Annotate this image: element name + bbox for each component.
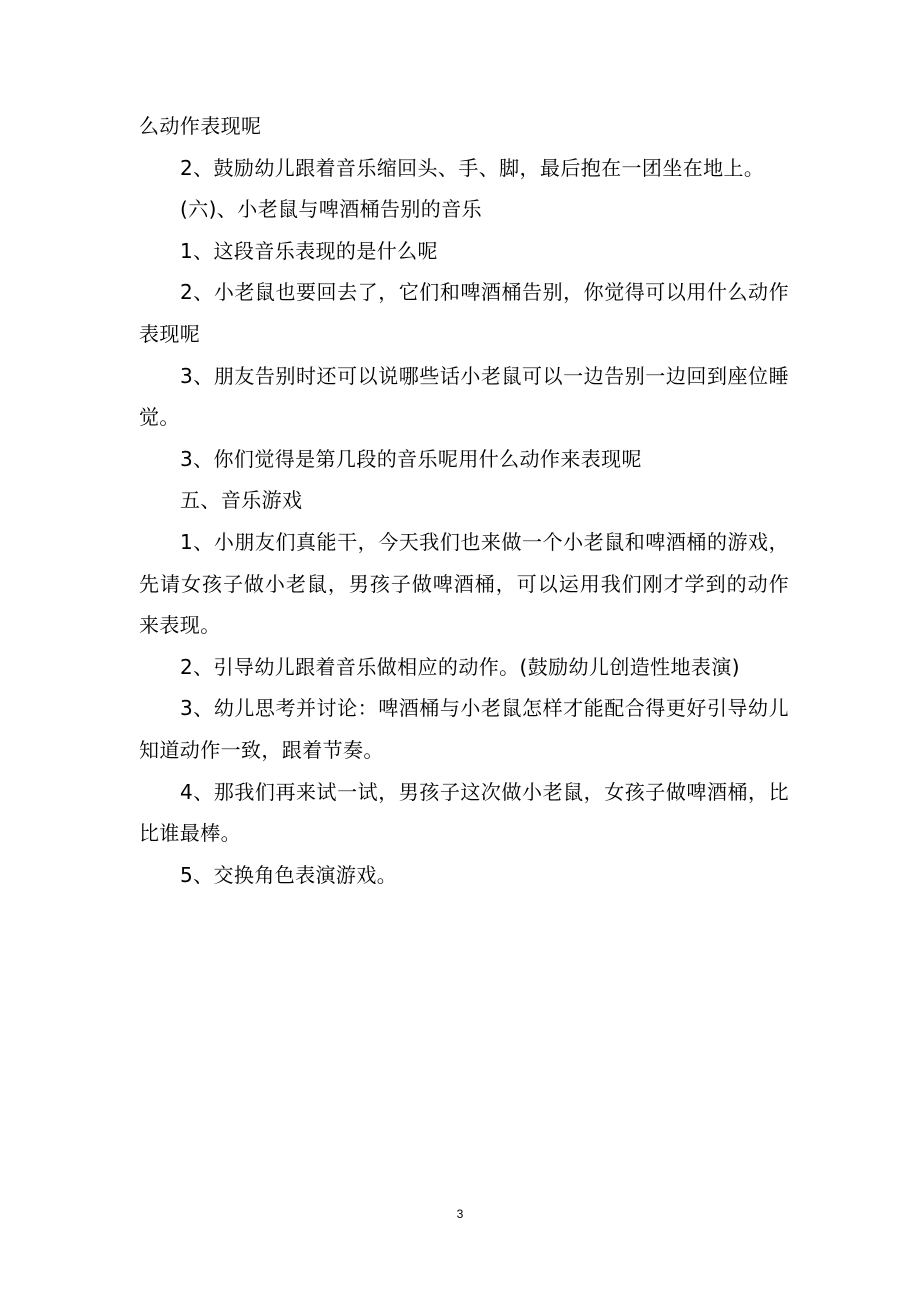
- paragraph-game-step-4: 4、那我们再来试一试，男孩子这次做小老鼠，女孩子做啤酒桶，比比谁最棒。: [139, 779, 789, 846]
- page-number: 3: [456, 1207, 464, 1221]
- document-body: [139, 106, 789, 896]
- paragraph-game-step-5: 5、交换角色表演游戏。: [180, 862, 398, 887]
- section-heading-six: (六)、小老鼠与啤酒桶告别的音乐: [180, 197, 483, 222]
- paragraph-step-1-music: 1、这段音乐表现的是什么呢: [180, 238, 438, 263]
- paragraph-step-2-shrink: 2、鼓励幼儿跟着音乐缩回头、手、脚，最后抱在一团坐在地上。: [180, 155, 765, 180]
- paragraph-continuation: 么动作表现呢: [139, 114, 262, 138]
- paragraph-game-step-2: 2、引导幼儿跟着音乐做相应的动作。(鼓励幼儿创造性地表演): [180, 654, 740, 679]
- paragraph-step-2-farewell: 2、小老鼠也要回去了，它们和啤酒桶告别，你觉得可以用什么动作表现呢: [139, 280, 789, 346]
- paragraph-game-step-1: 1、小朋友们真能干，今天我们也来做一个小老鼠和啤酒桶的游戏，先请女孩子做小老鼠，男孩子做啤酒桶，可以运用我们刚才学到的动作来表现。: [139, 529, 789, 638]
- paragraph-step-3-segment: 3、你们觉得是第几段的音乐呢用什么动作来表现呢: [180, 446, 642, 471]
- paragraph-game-step-3: 3、幼儿思考并讨论：啤酒桶与小老鼠怎样才能配合得更好引导幼儿知道动作一致，跟着节奏。: [139, 696, 789, 762]
- section-heading-five: 五、音乐游戏: [180, 488, 303, 513]
- paragraph-step-3-words: 3、朋友告别时还可以说哪些话小老鼠可以一边告别一边回到座位睡觉。: [139, 363, 789, 430]
